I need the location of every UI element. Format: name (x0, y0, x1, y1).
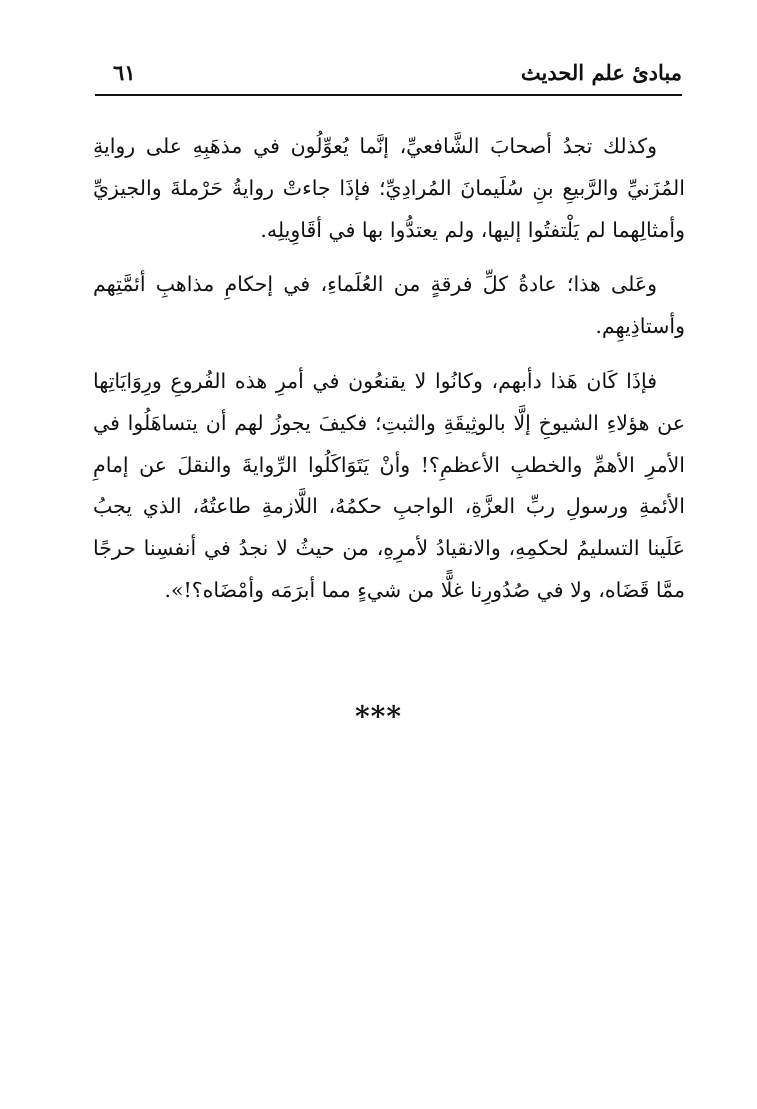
header-rule (95, 94, 682, 96)
section-separator: *** (355, 700, 402, 733)
body-text (93, 126, 685, 625)
paragraph: وعَلى هذا؛ عادةُ كلِّ فرقةٍ من العُلَماءِ، في إحكامِ مذاهبِ أئمَّتِهم وأستاذِيهِم. (93, 272, 685, 339)
running-title: مبادئ علم الحديث (520, 60, 682, 85)
page-header (95, 58, 682, 94)
paragraph: وكذلك تجدُ أصحابَ الشَّافعيِّ، إنَّما يُعوِّلُون في مذهَبِهِ على روايةِ المُزَنيِّ والرَّبيعِ بنِ سُلَيمانَ المُرادِيِّ؛ فإذَا جاءتْ روايةُ حَرْملةَ والجيزيِّ وأمثالِهما لم يَلْتفتُوا إليها، ولم يعتدُّوا بها في أقَاوِيلِه. (93, 134, 685, 242)
paragraph: فإذَا كَان هَذا دأبهم، وكانُوا لا يقنعُون في أمرِ هذه الفُروعِ ورِوَايَاتِها عن هؤلاءِ الشيوخِ إلَّا بالوثِيقَةِ والثبتِ؛ فكيفَ يجوزُ لهم أن يتساهَلُوا في الأمرِ الأهمِّ والخطبِ الأعظمِ؟! وأنْ يَتَوَاكَلُوا الرِّوايةَ والنقلَ عن إمامِ الأئمةِ ورسولِ ربِّ العزَّةِ، الواجبِ حكمُهُ، اللَّازمةِ طاعتُهُ، الذي يجبُ عَلَينا التسليمُ لحكمِهِ، والانقيادُ لأمرِهِ، من حيثُ لا نجدُ في أنفسِنا حرجًا ممَّا قَضَاه، ولا في صُدُورِنا غلًّا من شيءٍ مما أبرَمَه وأمْضَاه؟!». (93, 368, 685, 602)
page-number: ٦١ (113, 60, 136, 85)
